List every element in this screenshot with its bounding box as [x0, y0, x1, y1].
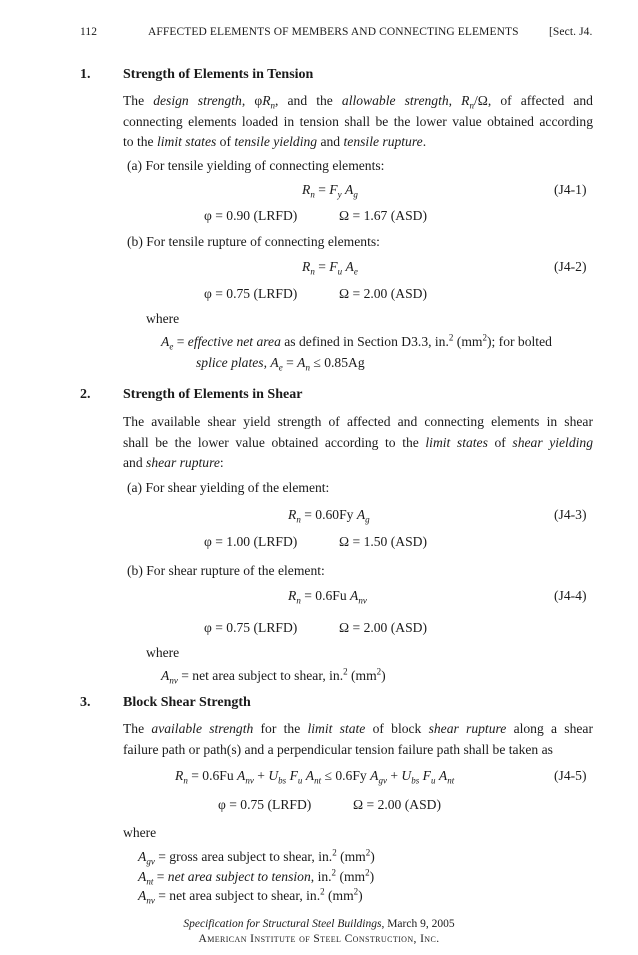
equation-number-j4-4: (J4-4) — [554, 588, 587, 603]
running-title: AFFECTED ELEMENTS OF MEMBERS AND CONNECTING ELEMENTS — [148, 26, 519, 38]
footer-publisher: American Institute of Steel Construction, Inc. — [198, 933, 440, 945]
footer-publication: Specification for Structural Steel Buildings, March 9, 2005 — [183, 918, 455, 930]
section-1-case-a-label: (a) For tensile yielding of connecting elements: — [127, 158, 385, 173]
section-2-intro — [123, 412, 593, 474]
definition-ae-continued: splice plates, $A_e = A_n \le 0.85Ag$ — [196, 355, 365, 373]
omega-asd-j4-3: Ω = 1.50 (ASD) — [339, 534, 428, 549]
section-1-where-label: where — [146, 311, 180, 326]
definition-ant: $A_{nt}$ = net area subject to tension, in.$^2$ $(mm^2)$ — [138, 867, 375, 887]
section-1-intro-line: The design strength, $\varphi R_n$, and the allowable strength, $R_n/\Omega$, of affected and — [123, 93, 593, 111]
section-2-title: Strength of Elements in Shear — [123, 387, 303, 402]
section-3-intro-line: failure path or path(s) and a perpendicular tension failure path shall be taken as — [123, 741, 553, 757]
definition-anv: $A_{nv}$ = net area subject to shear, in.$^2$ $(mm^2)$ — [161, 666, 386, 686]
section-reference: [Sect. J4. — [549, 26, 593, 38]
section-2-case-b-label: (b) For shear rupture of the element: — [127, 563, 325, 578]
section-3-intro-line: The available strength for the limit state of block shear rupture along a shear — [123, 721, 593, 736]
section-2-case-a-label: (a) For shear yielding of the element: — [127, 480, 330, 495]
section-2-intro-line: The available shear yield strength of affected and connecting elements in shear — [123, 414, 593, 429]
section-2-intro-line: and shear rupture: — [123, 455, 224, 470]
definition-ae: $A_e$ = effective net area as defined in Section D3.3, in.$^2$ $(mm^2)$; for bolted — [161, 332, 552, 352]
phi-lrfd-j4-1: φ = 0.90 (LRFD) — [204, 208, 298, 223]
equation-j4-2: $R_n = F_u$ $A_e$ — [302, 259, 358, 277]
section-1-intro-line: connecting elements loaded in tension shall be the lower value obtained according — [123, 113, 593, 129]
omega-asd-j4-2: Ω = 2.00 (ASD) — [339, 286, 428, 301]
definition-agv: $A_{gv}$ = gross area subject to shear, in.$^2$ $(mm^2)$ — [138, 847, 375, 867]
equation-number-j4-5: (J4-5) — [554, 768, 587, 783]
equation-j4-5: $R_n = 0.6Fu$ $A_{nv} + U_{bs}$ $F_u$ $A_{nt} \le 0.6Fy$ $A_{gv} + U_{bs}$ $F_u$ $A_{nt}$ — [175, 768, 455, 786]
equation-j4-3: $R_n = 0.60Fy$ $A_g$ — [288, 507, 370, 525]
section-1-title: Strength of Elements in Tension — [123, 67, 314, 82]
equation-j4-4: $R_n = 0.6Fu$ $A_{nv}$ — [288, 588, 367, 606]
section-1-intro — [123, 91, 593, 153]
section-3-intro — [123, 719, 593, 760]
phi-lrfd-j4-3: φ = 1.00 (LRFD) — [204, 534, 298, 549]
page-number: 112 — [80, 26, 98, 38]
section-2-intro-line: shall be the lower value obtained according to the limit states of shear yielding — [123, 434, 593, 450]
omega-asd-j4-4: Ω = 2.00 (ASD) — [339, 620, 428, 635]
omega-asd-j4-1: Ω = 1.67 (ASD) — [339, 208, 428, 223]
equation-number-j4-1: (J4-1) — [554, 182, 587, 197]
equation-number-j4-3: (J4-3) — [554, 507, 587, 522]
equation-number-j4-2: (J4-2) — [554, 259, 587, 274]
phi-lrfd-j4-2: φ = 0.75 (LRFD) — [204, 286, 298, 301]
section-2-number: 2. — [80, 387, 91, 402]
phi-lrfd-j4-4: φ = 0.75 (LRFD) — [204, 620, 298, 635]
section-1-intro-line: to the limit states of tensile yielding and tensile rupture. — [123, 134, 427, 149]
section-2-where-label: where — [146, 645, 180, 660]
definition-anv-block-shear: $A_{nv}$ = net area subject to shear, in.$^2$ $(mm^2)$ — [138, 886, 363, 906]
section-3-where-label: where — [123, 825, 157, 840]
section-3-number: 3. — [80, 695, 91, 710]
section-1-number: 1. — [80, 67, 91, 82]
section-1-case-b-label: (b) For tensile rupture of connecting elements: — [127, 234, 380, 249]
phi-lrfd-j4-5: φ = 0.75 (LRFD) — [218, 797, 312, 812]
equation-j4-1: $R_n = F_y$ $A_g$ — [302, 182, 358, 200]
omega-asd-j4-5: Ω = 2.00 (ASD) — [353, 797, 442, 812]
section-3-title: Block Shear Strength — [123, 695, 251, 710]
